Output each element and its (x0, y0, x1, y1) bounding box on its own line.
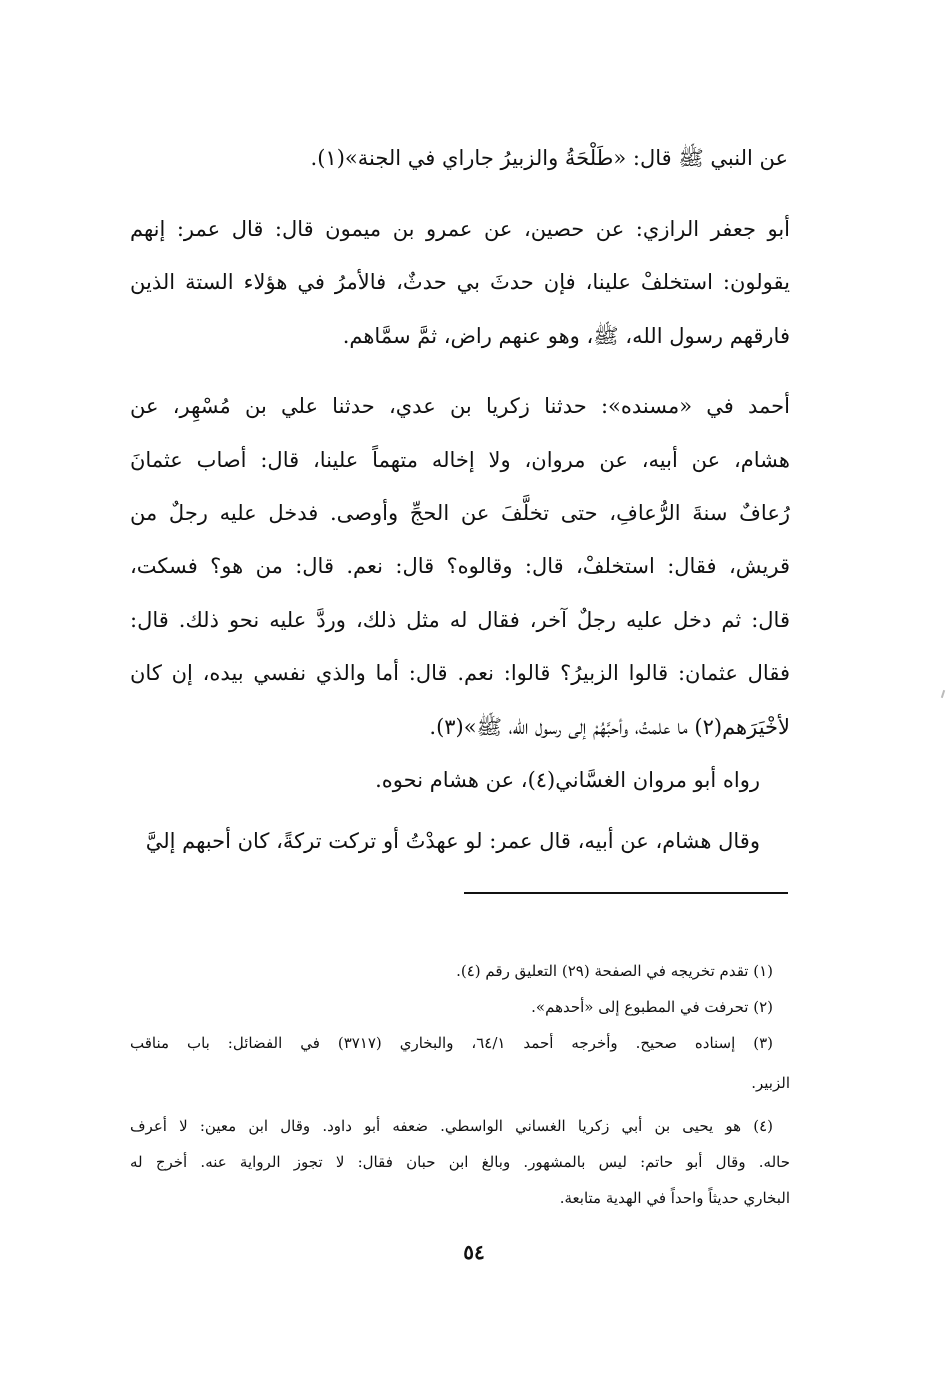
body-line-8: قريش، فقال: استخلفْ، قال: وقالوه؟ قال: نعم. قال: من هو؟ فسكت، (130, 554, 790, 578)
body-line-11: لأخْيَرَهم(٢) ما علمتُ، وأحبَّهُمْ إلى رسول الله، ﷺ»(٣). (429, 715, 790, 739)
footnote-4-line-3: البخاري حديثاً واحداً في الهدية متابعة. (559, 1189, 790, 1207)
footnote-4-line-1: (٤) هو يحيى بن أبي زكريا الغساني الواسطي. ضعفه أبو داود. وقال ابن معين: لا أعرف (130, 1117, 773, 1135)
scan-speck (941, 690, 945, 698)
footnote-4-line-2: حاله. وقال أبو حاتم: ليس بالمشهور. وبالغ ابن حبان فقال: لا تجوز الرواية عنه. أخرج له (130, 1153, 790, 1171)
body-line-1: عن النبي ﷺ قال: «طَلْحَةُ والزبيرُ جاراي في الجنة»(١). (310, 146, 788, 170)
body-line-2: أبو جعفر الرازي: عن حصين، عن عمرو بن ميمون قال: قال عمر: إنهم (130, 217, 790, 241)
body-line-4: فارقهم رسول الله، ﷺ، وهو عنهم راض، ثمَّ سمَّاهم. (342, 324, 790, 348)
footnote-3-line-1: (٣) إسناده صحيح. وأخرجه أحمد ٦٤/١، والبخاري (٣٧١٧) في الفضائل: باب مناقب (130, 1034, 773, 1052)
footnote-1: (١) تقدم تخريجه في الصفحة (٢٩) التعليق رقم (٤). (456, 962, 773, 980)
footnote-separator (464, 892, 788, 894)
body-line-6: هشام، عن أبيه، عن مروان، ولا إخاله متهماً علينا، قال: أصاب عثمانَ (130, 448, 790, 472)
body-line-7: رُعافٌ سنةَ الرُّعافِ، حتى تخلَّفَ عن الحجِّ وأوصى. فدخل عليه رجلٌ من (130, 501, 790, 525)
body-line-5: أحمد في «مسنده»: حدثنا زكريا بن عدي، حدثنا علي بن مُسْهِر، عن (130, 394, 790, 418)
body-line-13: وقال هشام، عن أبيه، قال عمر: لو عهدْتُ أو تركت تركةً، كان أحبهم إليَّ (145, 829, 760, 853)
body-line-3: يقولون: استخلفْ علينا، فإن حدثَ بي حدثٌ، فالأمرُ في هؤلاء الستة الذين (130, 270, 790, 294)
page-number: ٥٤ (463, 1240, 485, 1264)
body-line-12: رواه أبو مروان الغسَّاني(٤)، عن هشام نحوه. (375, 768, 760, 792)
body-line-9: قال: ثم دخل عليه رجلٌ آخر، فقال له مثل ذلك، وردَّ عليه نحو ذلك. قال: (130, 608, 790, 632)
footnote-3-line-2: الزبير. (751, 1074, 790, 1092)
footnote-2: (٢) تحرفت في المطبوع إلى «أحدهم». (531, 998, 773, 1016)
body-line-10: فقال عثمان: قالوا الزبيرُ؟ قالوا: نعم. قال: أما والذي نفسي بيده، إن كان (130, 661, 790, 685)
